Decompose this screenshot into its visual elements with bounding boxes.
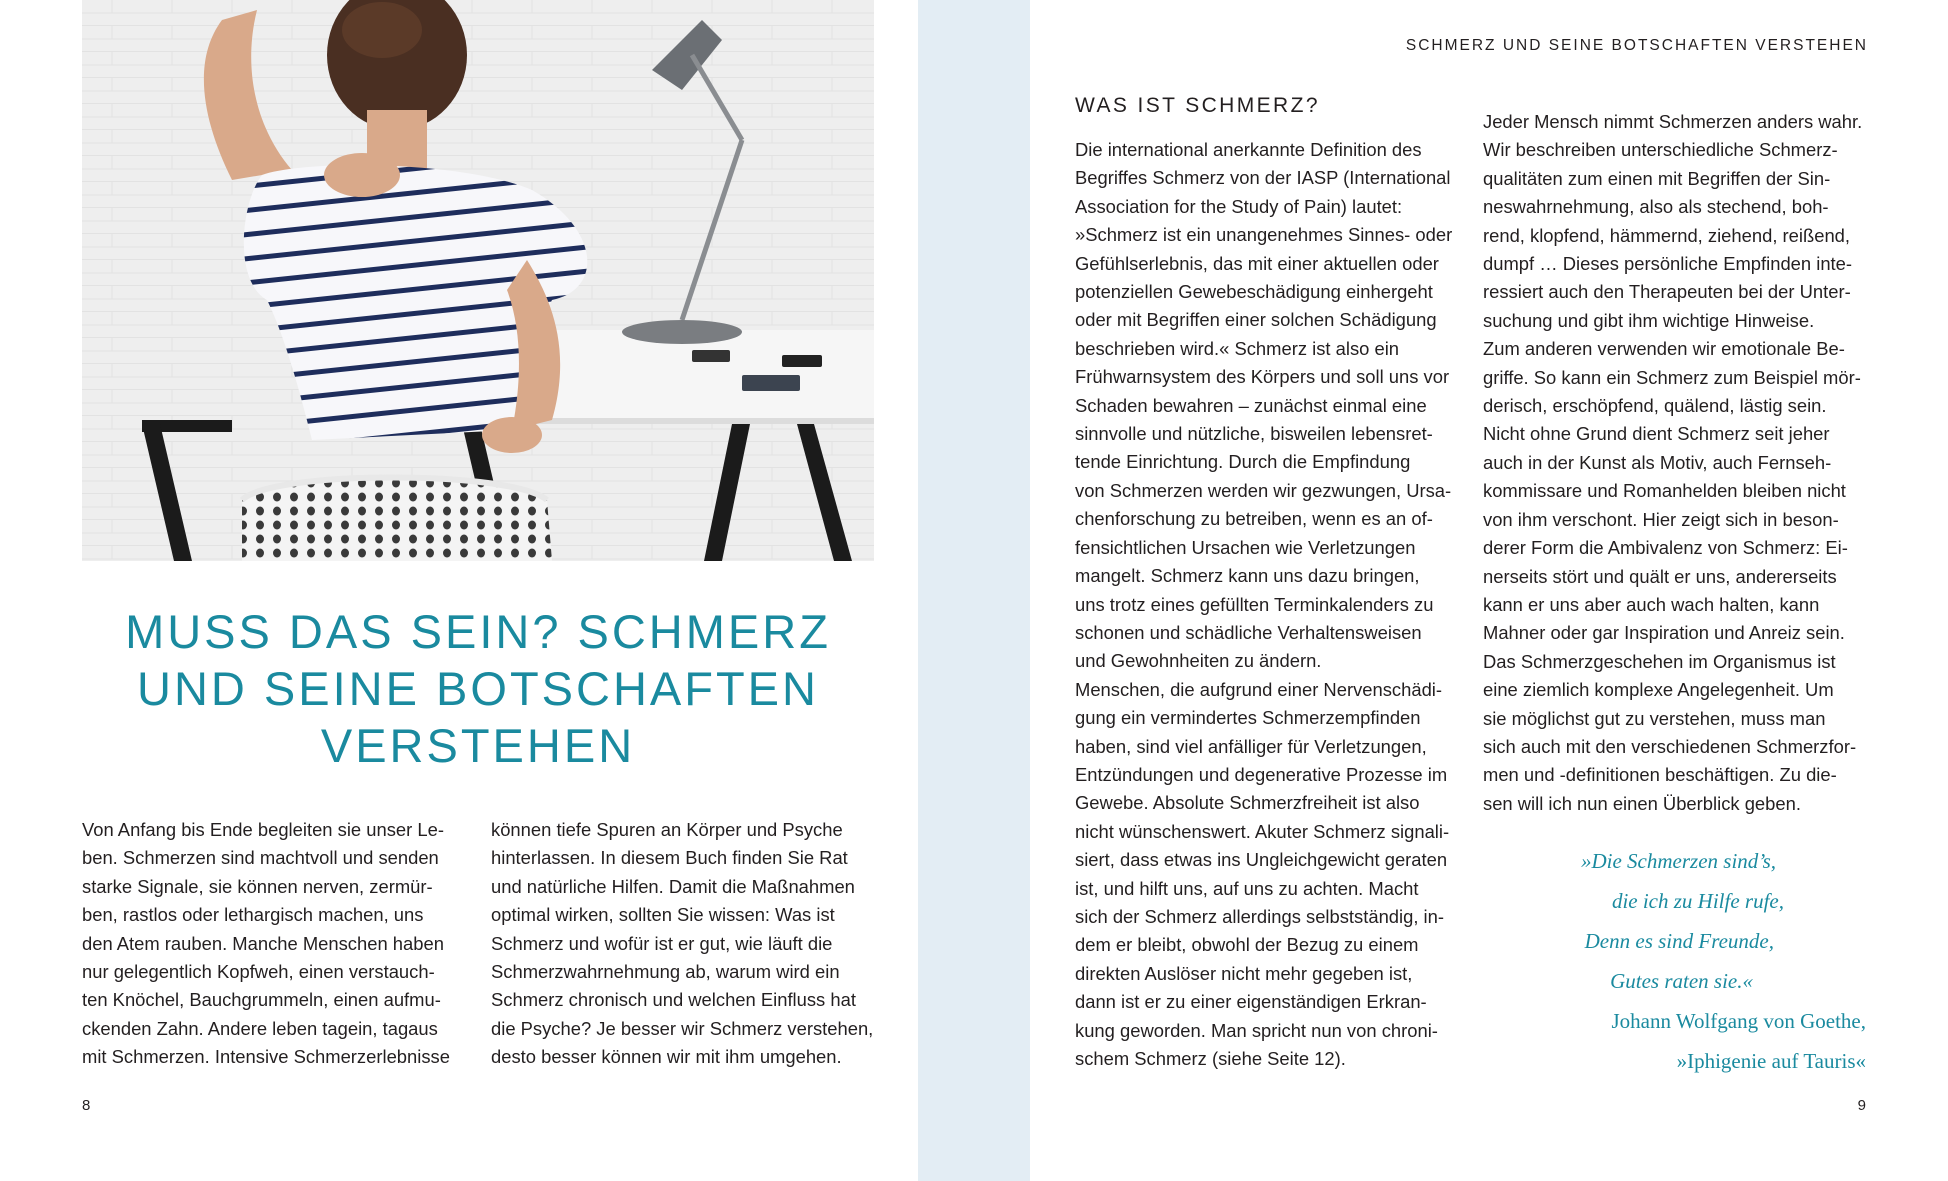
- text-line: Begriffes Schmerz von der IASP (International: [1075, 167, 1451, 189]
- chapter-title-line: VERSTEHEN: [320, 719, 636, 772]
- text-line: haben, sind viel anfälliger für Verletzungen,: [1075, 735, 1427, 757]
- text-line: von ihm verschont. Hier zeigt sich in beson-: [1483, 508, 1839, 530]
- text-line: oder mit Begriffen einer solchen Schädigung: [1075, 309, 1437, 331]
- text-line: ben. Schmerzen sind machtvoll und senden: [82, 847, 439, 869]
- text-line: siert, dass etwas ins Ungleichgewicht geraten: [1075, 849, 1448, 871]
- text-line: kommissare und Romanhelden bleiben nicht: [1483, 480, 1846, 502]
- text-line: dann ist er zu einer eigenständigen Erkran-: [1075, 991, 1427, 1013]
- text-fragment: schem Schmerz (: [1075, 1048, 1219, 1069]
- running-head: SCHMERZ UND SEINE BOTSCHAFTEN VERSTEHEN: [1405, 37, 1868, 54]
- right-column-2: [1483, 108, 1868, 818]
- right-column-1: [1075, 136, 1460, 1073]
- text-line: desto besser können wir mit ihm umgehen.: [491, 1046, 842, 1068]
- text-line: und natürliche Hilfen. Damit die Maßnahmen: [491, 875, 855, 897]
- section-heading: WAS IST SCHMERZ?: [1075, 94, 1320, 117]
- text-line: beschrieben wird.« Schmerz ist also ein: [1075, 337, 1400, 359]
- page-reference-link[interactable]: siehe Seite 12: [1218, 1048, 1335, 1069]
- text-line: ckenden Zahn. Andere leben tagein, tagaus: [82, 1017, 438, 1039]
- text-line: »Schmerz ist ein unangenehmes Sinnes- oder: [1075, 224, 1453, 246]
- text-line: schonen und schädliche Verhaltensweisen: [1075, 621, 1422, 643]
- chapter-title: [82, 603, 874, 774]
- text-line: Das Schmerzgeschehen im Organismus ist: [1483, 650, 1836, 672]
- text-line: auch in der Kunst als Motiv, auch Fernseh-: [1483, 451, 1832, 473]
- quote-line: Denn es sind Freunde,: [1584, 929, 1774, 953]
- text-fragment: ).: [1334, 1048, 1346, 1069]
- text-line: von Schmerzen werden wir gezwungen, Ursa-: [1075, 479, 1452, 501]
- text-line: suchung und gibt ihm wichtige Hinweise.: [1483, 309, 1815, 331]
- quote-line: »Die Schmerzen sind’s,: [1580, 849, 1776, 873]
- text-line: sie möglichst gut zu verstehen, muss man: [1483, 707, 1826, 729]
- text-line: Nicht ohne Grund dient Schmerz seit jeher: [1483, 423, 1830, 445]
- text-line: und Gewohnheiten zu ändern.: [1075, 650, 1322, 672]
- quote-line: die ich zu Hilfe rufe,: [1611, 889, 1784, 913]
- text-line: starke Signale, sie können nerven, zermür-: [82, 875, 433, 897]
- page-number-left: 8: [82, 1097, 91, 1114]
- text-line: ressiert auch den Therapeuten bei der Unter-: [1483, 281, 1851, 303]
- text-line: tende Einrichtung. Durch die Empfindung: [1075, 451, 1411, 473]
- chapter-title-line: MUSS DAS SEIN? SCHMERZ: [125, 605, 831, 658]
- text-line: Von Anfang bis Ende begleiten sie unser Le-: [82, 819, 444, 840]
- text-line: kung geworden. Man spricht nun von chroni-: [1075, 1019, 1438, 1041]
- text-line: Schaden bewahren – zunächst einmal eine: [1075, 394, 1427, 416]
- text-line: kann er uns aber auch wach halten, kann: [1483, 593, 1820, 615]
- text-line: griffe. So kann ein Schmerz zum Beispiel mör-: [1483, 366, 1861, 388]
- text-line: Gefühlserlebnis, das mit einer aktuellen oder: [1075, 252, 1439, 274]
- text-line: Mahner oder gar Inspiration und Anreiz sein.: [1483, 622, 1845, 644]
- left-column-1: [82, 816, 462, 1072]
- text-line: sen will ich nun einen Überblick geben.: [1483, 792, 1801, 814]
- text-line: Frühwarnsystem des Körpers und soll uns vor: [1075, 366, 1450, 388]
- text-line: die Psyche? Je besser wir Schmerz verstehen,: [491, 1017, 874, 1039]
- text-line: Association for the Study of Pain) lautet:: [1075, 195, 1403, 217]
- text-line: mit Schmerzen. Intensive Schmerzerlebnisse: [82, 1046, 450, 1068]
- text-line: Schmerz und wofür ist er gut, wie läuft die: [491, 932, 833, 954]
- text-line: mangelt. Schmerz kann uns dazu bringen,: [1075, 565, 1420, 587]
- text-line: Die international anerkannte Definition des: [1075, 139, 1422, 160]
- text-line: ten Knöchel, Bauchgrummeln, einen aufmu-: [82, 989, 441, 1011]
- text-line: ist, und hilft uns, auf uns zu achten. Macht: [1075, 877, 1419, 899]
- text-line: Gewebe. Absolute Schmerzfreiheit ist also: [1075, 792, 1420, 814]
- text-line: den Atem rauben. Manche Menschen haben: [82, 932, 444, 954]
- text-line: Jeder Mensch nimmt Schmerzen anders wahr.: [1483, 111, 1863, 132]
- quote-source: »Iphigenie auf Tauris«: [1676, 1049, 1866, 1073]
- gutter-band: [918, 0, 1030, 1181]
- text-line: Schmerz chronisch und welchen Einfluss hat: [491, 989, 856, 1011]
- page-number-right: 9: [1857, 1097, 1866, 1114]
- text-line: sinnvolle und nützliche, bisweilen lebensret-: [1075, 423, 1433, 445]
- text-line: potenziellen Gewebeschädigung einhergeht: [1075, 281, 1433, 303]
- text-line: Schmerzwahrnehmung ab, warum wird ein: [491, 961, 840, 983]
- text-line: chenforschung zu betreiben, wenn es an of-: [1075, 508, 1433, 530]
- text-line: derer Form die Ambivalenz von Schmerz: Ei-: [1483, 537, 1848, 559]
- text-line: sich der Schmerz allerdings selbstständig, in-: [1075, 905, 1444, 927]
- text-line: neswahrnehmung, also als stechend, boh-: [1483, 196, 1829, 218]
- text-line: Entzündungen und degenerative Prozesse im: [1075, 763, 1448, 785]
- text-line: uns trotz eines gefüllten Terminkalenders zu: [1075, 593, 1434, 615]
- text-line: Menschen, die aufgrund einer Nervenschädi-: [1075, 678, 1443, 700]
- text-line: dumpf … Dieses persönliche Empfinden inte-: [1483, 253, 1853, 275]
- text-line: rend, klopfend, hämmernd, ziehend, reißend,: [1483, 224, 1851, 246]
- text-line: gung ein vermindertes Schmerzempfinden: [1075, 707, 1421, 729]
- text-line: können tiefe Spuren an Körper und Psyche: [491, 819, 843, 840]
- text-line-last: [1075, 1045, 1460, 1073]
- text-line: hinterlassen. In diesem Buch finden Sie Rat: [491, 847, 848, 869]
- goethe-quote: [1486, 841, 1866, 1081]
- text-line: men und -definitionen beschäftigen. Zu die-: [1483, 764, 1837, 786]
- text-line: eine ziemlich komplexe Angelegenheit. Um: [1483, 679, 1834, 701]
- text-line: nur gelegentlich Kopfweh, einen verstauch-: [82, 961, 435, 983]
- chapter-title-line: UND SEINE BOTSCHAFTEN: [137, 662, 819, 715]
- text-line: nicht wünschenswert. Akuter Schmerz signali-: [1075, 820, 1450, 842]
- text-line: direkten Auslöser nicht mehr gegeben ist,: [1075, 962, 1413, 984]
- text-line: Zum anderen verwenden wir emotionale Be-: [1483, 338, 1845, 360]
- text-line: nerseits stört und quält er uns, andererseits: [1483, 565, 1837, 587]
- text-line: derisch, erschöpfend, quälend, lästig sein.: [1483, 395, 1827, 417]
- text-line: optimal wirken, sollten Sie wissen: Was ist: [491, 904, 835, 926]
- text-line: dem er bleibt, obwohl der Bezug zu einem: [1075, 934, 1419, 956]
- text-line: ben, rastlos oder lethargisch machen, uns: [82, 904, 424, 926]
- text-line: qualitäten zum einen mit Begriffen der Sin-: [1483, 167, 1831, 189]
- left-column-2: [491, 816, 876, 1072]
- photo-woman-back-pain: [82, 0, 874, 561]
- quote-author: Johann Wolfgang von Goethe,: [1611, 1009, 1866, 1033]
- text-line: sich auch mit den verschiedenen Schmerzfor-: [1483, 735, 1857, 757]
- text-line: fensichtlichen Ursachen wie Verletzungen: [1075, 536, 1416, 558]
- text-line: Wir beschreiben unterschiedliche Schmerz-: [1483, 139, 1838, 161]
- quote-line: Gutes raten sie.«: [1610, 969, 1753, 993]
